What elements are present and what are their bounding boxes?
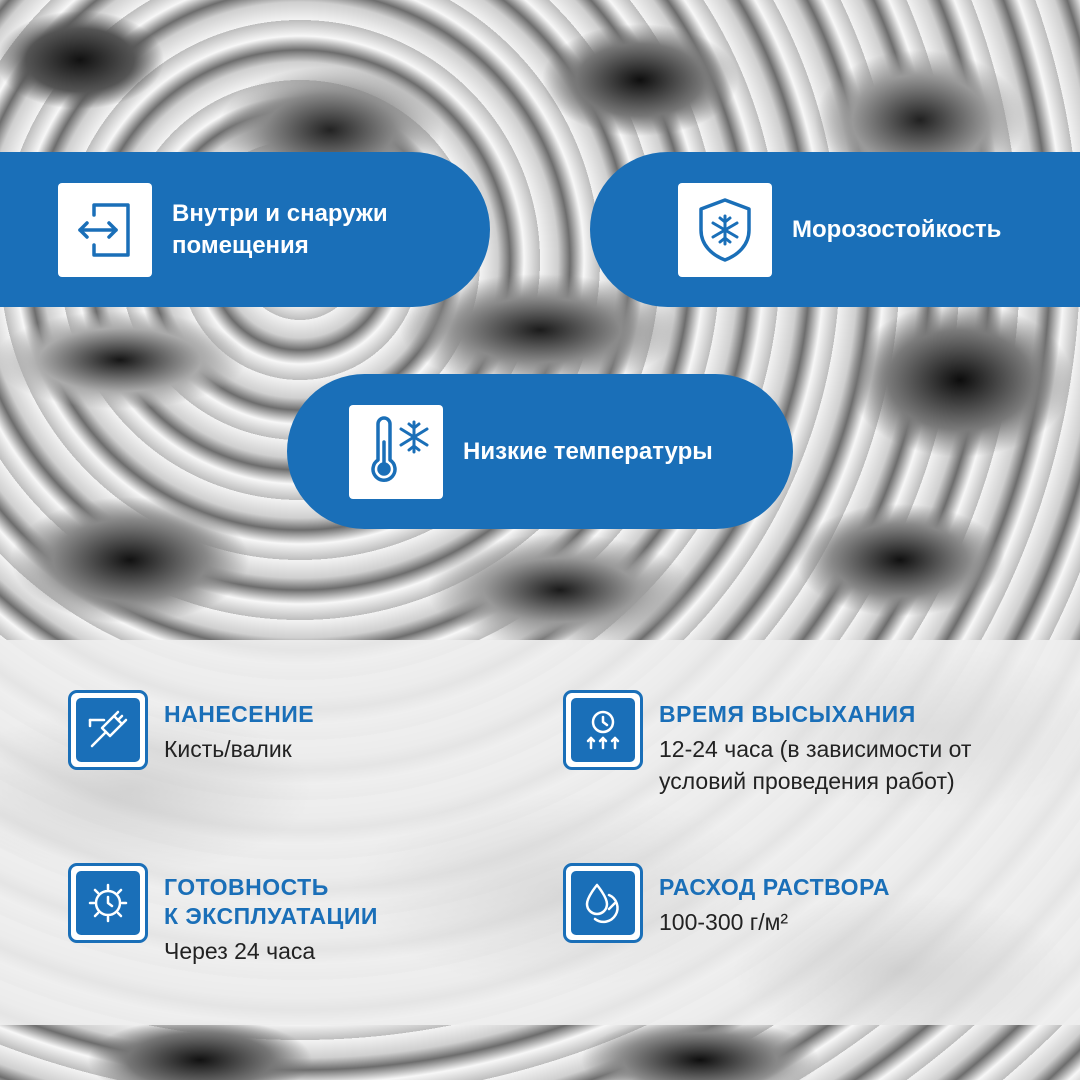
feature-title: РАСХОД РАСТВОРА	[659, 874, 890, 900]
badge-frost-resistance	[590, 152, 1080, 307]
badge-indoor-outdoor	[0, 152, 490, 307]
thermometer-snowflake-icon	[349, 405, 443, 499]
gear-clock-icon	[76, 871, 140, 935]
feature-title: НАНЕСЕНИЕ	[164, 701, 315, 727]
feature-title: ВРЕМЯ ВЫСЫХАНИЯ	[659, 701, 916, 727]
brush-roller-icon	[76, 698, 140, 762]
feature-application	[68, 690, 314, 770]
door-arrows-icon	[58, 183, 152, 277]
drop-gauge-icon	[571, 871, 635, 935]
feature-drying-time	[563, 690, 971, 797]
feature-text: Кисть/валик	[164, 736, 292, 762]
feature-text: Через 24 часа	[164, 938, 316, 964]
feature-title: ГОТОВНОСТЬ К ЭКСПЛУАТАЦИИ	[164, 874, 378, 929]
feature-readiness	[68, 863, 378, 967]
drying-time-icon	[571, 698, 635, 762]
badge-label: Низкие температуры	[463, 437, 713, 465]
shield-snowflake-icon	[678, 183, 772, 277]
badge-low-temperatures	[287, 374, 793, 529]
feature-text: 12-24 часа (в зависимости от условий проведения работ)	[659, 736, 972, 794]
feature-consumption	[563, 863, 890, 943]
feature-text: 100-300 г/м²	[659, 909, 789, 935]
badge-label: Морозостойкость	[792, 215, 1002, 243]
badge-label: Внутри и снаружи помещения	[172, 199, 388, 259]
